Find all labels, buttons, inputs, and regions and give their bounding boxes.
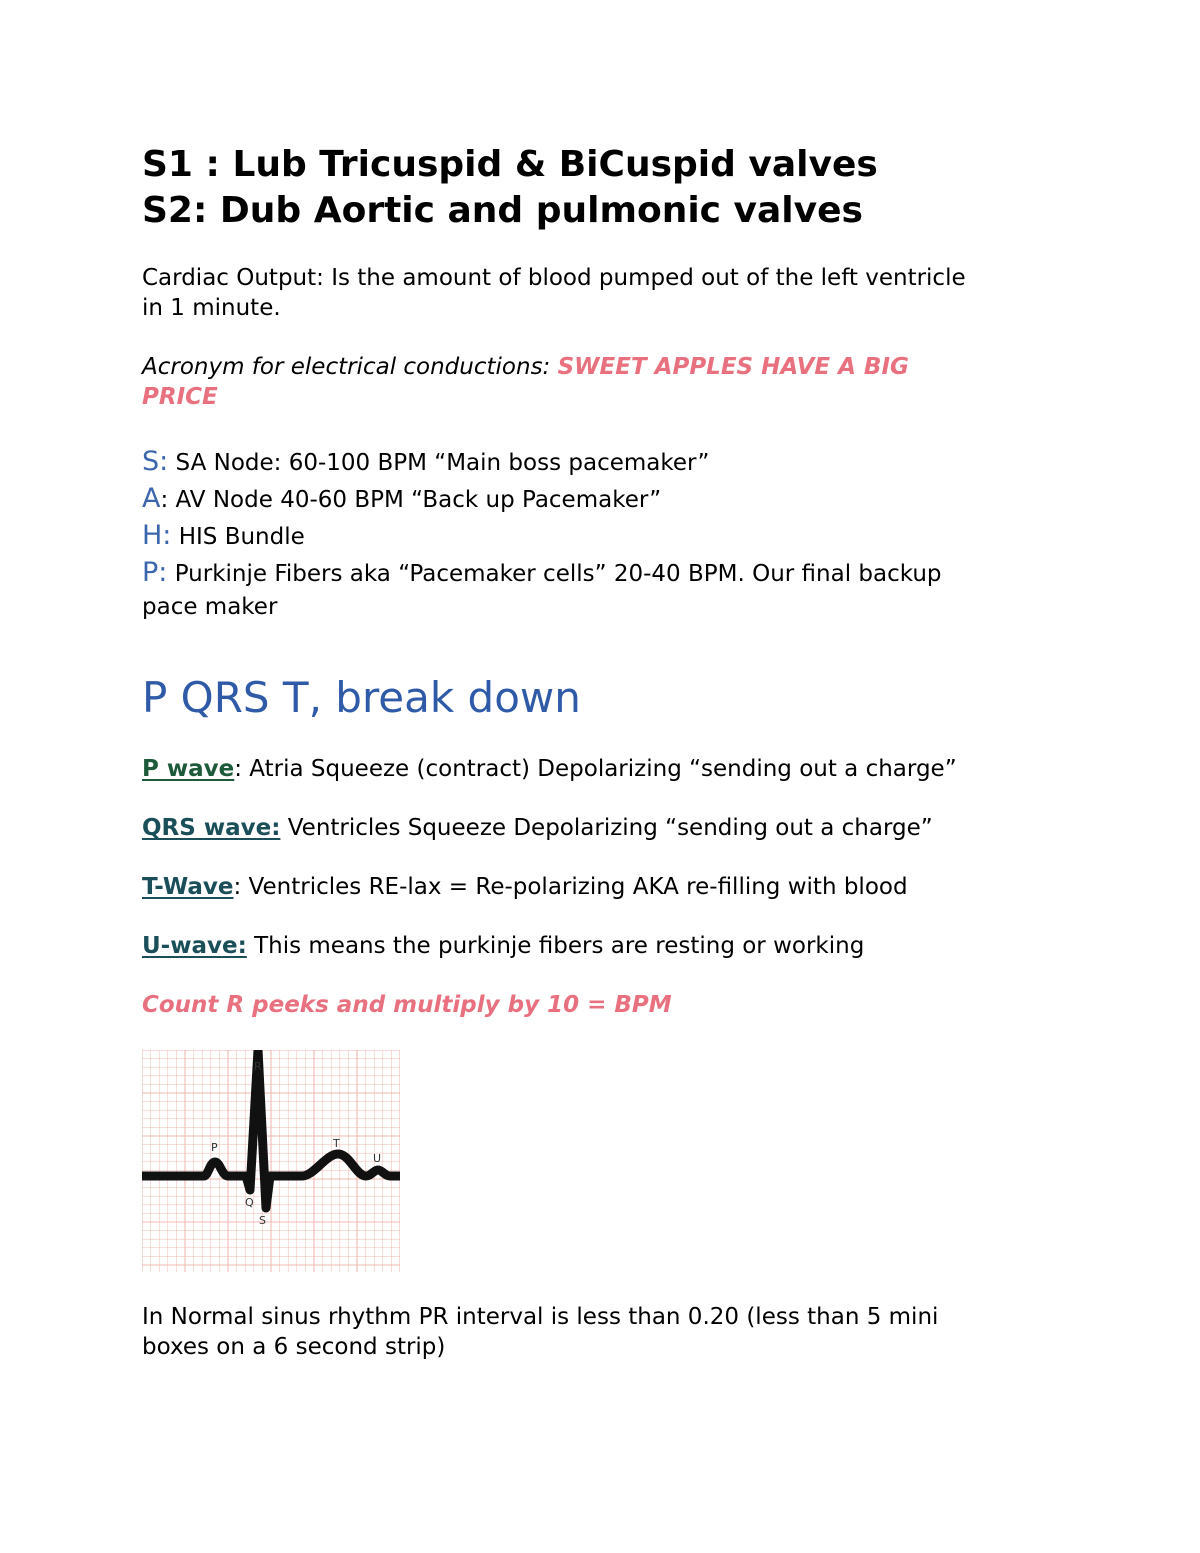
cardiac-output-line-2: in 1 minute. (142, 295, 281, 321)
conduction-item-p (142, 555, 1072, 592)
wave-description: Ventricles Squeeze Depolarizing “sending out a charge” (280, 815, 933, 841)
tip-block (142, 990, 1072, 1020)
cardiac-output-line-1: Cardiac Output: Is the amount of blood pumped out of the left ventricle (142, 265, 966, 291)
conduction-item-a (142, 481, 1072, 518)
s2-heading: S2: Dub Aortic and pulmonic valves (142, 190, 863, 231)
section-title: P QRS T, break down (142, 673, 581, 722)
bpm-tip: Count R peeks and multiply by 10 = BPM (142, 992, 672, 1018)
conduction-letter: H: (142, 520, 172, 551)
acronym-phrase-2: PRICE (142, 384, 218, 410)
wave-u (142, 931, 1072, 961)
pr-note-line-2: boxes on a 6 second strip) (142, 1334, 446, 1360)
ecg-label-r: R (254, 1060, 262, 1073)
conduction-text: HIS Bundle (171, 524, 305, 550)
acronym-paragraph (142, 352, 1072, 412)
section-title-block (142, 672, 1072, 724)
pr-note-line-1: In Normal sinus rhythm PR interval is less than 0.20 (less than 5 mini (142, 1304, 939, 1330)
conduction-list (142, 444, 1072, 622)
conduction-letter: P: (142, 557, 168, 588)
wave-term: P wave (142, 756, 235, 782)
heart-sounds-heading (142, 142, 1072, 234)
ecg-label-p: P (211, 1141, 218, 1154)
ecg-label-t: T (333, 1137, 340, 1150)
wave-t (142, 872, 1072, 902)
conduction-continuation: pace maker (142, 594, 278, 620)
conduction-letter: A (142, 483, 161, 514)
cardiac-output-paragraph (142, 263, 1072, 323)
wave-p (142, 754, 1072, 784)
conduction-letter: S: (142, 446, 169, 477)
pr-interval-note (142, 1302, 1072, 1362)
ecg-diagram (142, 1050, 400, 1272)
wave-term: QRS wave: (142, 815, 281, 841)
ecg-figure (142, 1050, 400, 1272)
ecg-label-q: Q (245, 1196, 254, 1209)
conduction-text: : AV Node 40-60 BPM “Back up Pacemaker” (160, 487, 662, 513)
wave-term: U-wave: (142, 933, 247, 959)
ecg-grid (142, 1050, 400, 1272)
ecg-label-u: U (373, 1152, 382, 1165)
acronym-label: Acronym for electrical conductions: (142, 354, 558, 380)
conduction-text: SA Node: 60-100 BPM “Main boss pacemaker” (168, 450, 710, 476)
acronym-phrase-1: SWEET APPLES HAVE A BIG (557, 354, 909, 380)
conduction-text: Purkinje Fibers aka “Pacemaker cells” 20-40 BPM. Our final backup (167, 561, 942, 587)
s1-heading: S1 : Lub Tricuspid & BiCuspid valves (142, 144, 878, 185)
wave-term: T-Wave (142, 874, 234, 900)
wave-description: : Ventricles RE-lax = Re-polarizing AKA re-filling with blood (233, 874, 908, 900)
conduction-item-s (142, 444, 1072, 481)
conduction-item-h (142, 518, 1072, 555)
ecg-label-s: S (259, 1214, 266, 1227)
wave-description: This means the purkinje fibers are resting or working (246, 933, 865, 959)
wave-qrs (142, 813, 1072, 843)
wave-description: : Atria Squeeze (contract) Depolarizing “sending out a charge” (234, 756, 957, 782)
